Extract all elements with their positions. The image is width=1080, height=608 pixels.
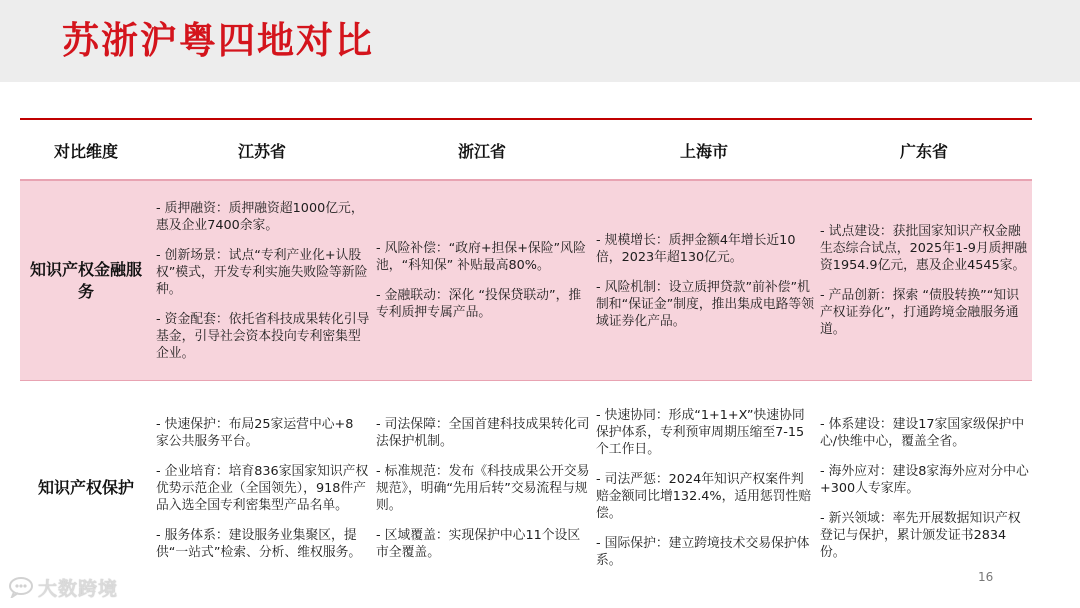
row-dimension-label: 知识产权金融服务 <box>20 180 152 381</box>
slide-title: 苏浙沪粤四地对比 <box>62 19 374 62</box>
cell-guangdong-finance <box>816 180 1032 381</box>
cell-item: - 快速保护：布局25家运营中心+8 家公共服务平台。 <box>156 416 354 449</box>
cell-item: - 风险机制：设立质押贷款”前补偿”机制和“保证金”制度，推出集成电路等领域证券化产品。 <box>596 279 815 329</box>
watermark-text: 大数跨境 <box>38 577 119 600</box>
table-top-rule <box>20 118 1032 120</box>
cell-shanghai-protection <box>592 381 816 596</box>
cell-item: - 资金配套：依托省科技成果转化引导基金，引导社会资本投向专利密集型企业。 <box>156 311 370 361</box>
header-guangdong: 广东省 <box>899 141 948 161</box>
header-zhejiang: 浙江省 <box>457 141 506 161</box>
cell-item: - 司法保障：全国首建科技成果转化司法保护机制。 <box>376 416 590 449</box>
cell-item: - 司法严惩：2024年知识产权案件判赔金额同比增132.4%，适用惩罚性赔偿。 <box>596 472 812 521</box>
cell-zhejiang-protection <box>372 381 592 596</box>
cell-item: - 海外应对：建设8家海外应对分中心+300人专家库。 <box>820 463 1029 496</box>
cell-item: - 区域覆盖：实现保护中心11个设区市全覆盖。 <box>376 527 581 560</box>
page-number: 16 <box>978 570 994 584</box>
cell-item: - 风险补偿：“政府+担保+保险”风险池，“科知保” 补贴最高80%。 <box>376 241 586 273</box>
table-row-ip-finance <box>20 180 1032 381</box>
cell-shanghai-finance <box>592 180 816 381</box>
cell-guangdong-protection <box>816 381 1032 596</box>
cell-item: - 国际保护：建立跨境技术交易保护体系。 <box>596 536 810 568</box>
row-dimension-label: 知识产权保护 <box>37 478 134 497</box>
table-header-row <box>20 121 1032 180</box>
cell-item: - 产品创新：探索 “债股转换”“知识产权证券化”，打通跨境金融服务通道。 <box>820 288 1020 337</box>
cell-item: - 体系建设：建设17家国家级保护中心/快维中心，覆盖全省。 <box>820 416 1025 449</box>
cell-jiangsu-protection <box>152 381 372 596</box>
cell-item: - 服务体系：建设服务业集聚区，提供“一站式”检索、分析、维权服务。 <box>156 527 362 560</box>
cell-item: - 企业培育：培育836家国家知识产权优势示范企业（全国领先），918件产品入选全国专利密集型产品名单。 <box>156 463 369 513</box>
cell-item: - 新兴领域：率先开展数据知识产权登记与保护，累计颁发证书2834份。 <box>820 510 1021 560</box>
cell-item: - 规模增长：质押金额4年增长近10倍，2023年超130亿元。 <box>596 232 796 265</box>
cell-item: - 金融联动：深化 “投保贷联动”，推专利质押专属产品。 <box>376 288 582 320</box>
table-row-ip-protection <box>20 381 1032 596</box>
cell-jiangsu-finance <box>152 180 372 381</box>
cell-zhejiang-finance <box>372 180 592 381</box>
cell-item: - 创新场景：试点“专利产业化+认股权”模式，开发专利实施失败险等新险种。 <box>156 247 368 297</box>
cell-item: - 试点建设：获批国家知识产权金融生态综合试点，2025年1-9月质押融资1954.9亿元，惠及企业4545家。 <box>820 224 1028 273</box>
chat-bubble-logo-icon <box>8 576 34 598</box>
cell-item: - 标准规范：发布《科技成果公开交易规范》，明确“先用后转”交易流程与规则。 <box>376 463 590 513</box>
watermark <box>8 574 118 600</box>
header-jiangsu: 江苏省 <box>237 141 286 161</box>
cell-item: - 质押融资：质押融资超1000亿元，惠及企业7400余家。 <box>156 200 364 233</box>
cell-item: - 快速协同：形成“1+1+X”快速协同保护体系，专利预审周期压缩至7-15个工作日。 <box>596 408 805 457</box>
header-dimension: 对比维度 <box>53 141 118 161</box>
header-shanghai: 上海市 <box>679 141 728 161</box>
comparison-table <box>20 121 1032 595</box>
